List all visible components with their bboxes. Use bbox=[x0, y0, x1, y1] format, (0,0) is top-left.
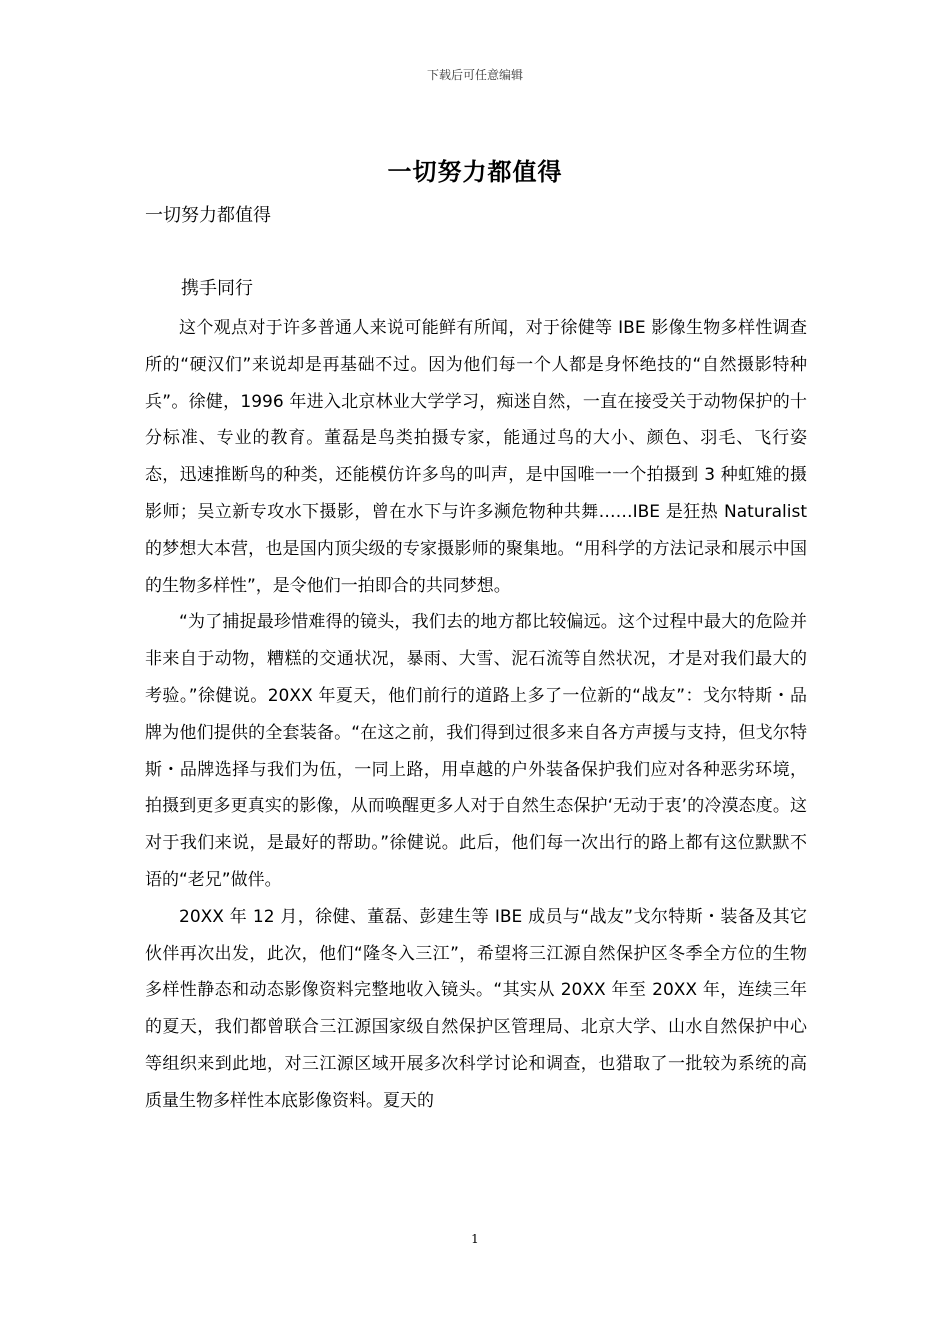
page-number: 1 bbox=[471, 1232, 479, 1246]
section-heading: 携手同行 bbox=[181, 278, 253, 299]
body-text bbox=[145, 310, 807, 1120]
document-subtitle: 一切努力都值得 bbox=[145, 205, 271, 226]
paragraph: “为了捕捉最珍惜难得的镜头，我们去的地方都比较偏远。这个过程中最大的危险并非来自于动物，糟糕的交通状况，暴雨、大雪、泥石流等自然状况，才是对我们最大的考验。”徐健说。20XX 年夏天，他们前行的道路上多了一位新的“战友”：戈尔特斯・品牌为他们提供的全套装备。“在这之前，我们得到过很多来自各方声援与支持，但戈尔特斯・品牌选择与我们为伍，一同上路，用卓越的户外装备保护我们应对各种恶劣环境，拍摄到更多更真实的影像，从而唤醒更多人对于自然生态保护‘无动于衷’的冷漠态度。这对于我们来说，是最好的帮助。”徐健说。此后，他们每一次出行的路上都有这位默默不语的“老兄”做伴。 bbox=[145, 612, 807, 890]
paragraph: 这个观点对于许多普通人来说可能鲜有所闻，对于徐健等 IBE 影像生物多样性调查所的“硬汉们”来说却是再基础不过。因为他们每一个人都是身怀绝技的“自然摄影特种兵”。徐健，1996 年进入北京林业大学学习，痴迷自然，一直在接受关于动物保护的十分标准、专业的教育。董磊是鸟类拍摄专家，能通过鸟的大小、颜色、羽毛、飞行姿态，迅速推断鸟的种类，还能模仿许多鸟的叫声，是中国唯一一个拍摄到 3 种虹雉的摄影师；吴立新专攻水下摄影，曾在水下与许多濒危物种共舞……IBE 是狂热 Naturalist 的梦想大本营，也是国内顶尖级的专家摄影师的聚集地。“用科学的方法记录和展示中国的生物多样性”，是令他们一拍即合的共同梦想。 bbox=[145, 318, 807, 596]
page-header-note: 下载后可任意编辑 bbox=[426, 68, 523, 82]
document-title: 一切努力都值得 bbox=[387, 158, 563, 186]
paragraph: 20XX 年 12 月，徐健、董磊、彭建生等 IBE 成员与“战友”戈尔特斯・装备及其它伙伴再次出发，此次，他们“隆冬入三江”，希望将三江源自然保护区冬季全方位的生物多样性静态和动态影像资料完整地收入镜头。“其实从 20XX 年至 20XX 年，连续三年的夏天，我们都曾联合三江源国家级自然保护区管理局、北京大学、山水自然保护中心等组织来到此地，对三江源区域开展多次科学讨论和调查，也猎取了一批较为系统的高质量生物多样性本底影像资料。夏天的 bbox=[145, 906, 807, 1111]
